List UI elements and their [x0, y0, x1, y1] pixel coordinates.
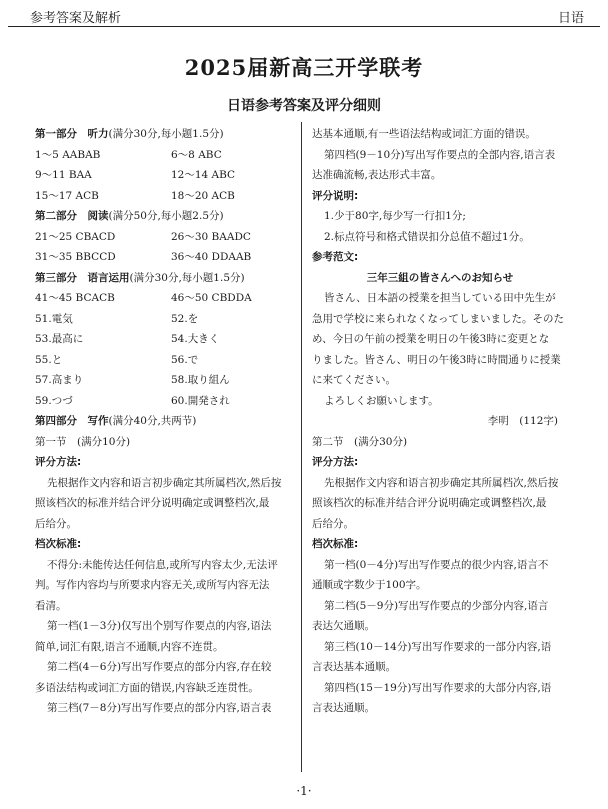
answer-cell: 6～8 ABC [171, 148, 222, 161]
answer-cell: 56.で [171, 353, 199, 366]
text-line: りました。皆さん、明日の午後3時に時間通りに授業 [312, 353, 561, 366]
answer-row [35, 247, 295, 268]
text-line: よろしくお願いします。 [324, 394, 439, 407]
header-right: 日语 [557, 11, 584, 26]
text-line: 1.少于80字,每少写一行扣1分; [324, 210, 466, 222]
page-header [8, 4, 600, 27]
answer-row [35, 329, 295, 350]
page-title: 2025届新高三开学联考 [184, 55, 424, 80]
standard-label: 档次标准: [35, 538, 82, 550]
answer-row [35, 370, 295, 391]
text-line: 第四档(9－10分)写出写作要点的全部内容,语言表 [324, 148, 556, 161]
answer-cell: 21～25 CBACD [35, 230, 116, 243]
text-line: 言表达通顺。 [312, 702, 375, 714]
answer-cell: 53.最高に [35, 333, 84, 345]
text-line: 判。写作内容均与所要求内容无关,或所写内容无法 [35, 579, 270, 591]
part1-heading: 第一部分 听力(满分30分,每小题1.5分) [35, 128, 224, 140]
note-label: 评分说明: [312, 189, 359, 202]
answer-row [35, 350, 295, 371]
text-line: 第三档(7－8分)写出写作要点的部分内容,语言表 [47, 702, 272, 714]
answer-cell: 46～50 CBDDA [171, 292, 252, 304]
text-line: 第二档(5－9分)写出写作要点的少部分内容,语言 [324, 599, 549, 612]
answer-cell: 12～14 ABC [171, 169, 236, 181]
page-number: ·1· [296, 784, 312, 798]
standard-label-2: 档次标准: [312, 538, 359, 550]
method-label: 评分方法: [35, 456, 82, 468]
essay-title: 三年三組の皆さんへのお知らせ [366, 271, 514, 284]
header-left: 参考答案及解析 [30, 11, 122, 26]
text-line: 第一档(0－4分)写出写作要点的很少内容,语言不 [324, 558, 549, 571]
note-text [312, 206, 568, 247]
method-label-2: 评分方法: [312, 456, 359, 468]
text-line: 2.标点符号和格式错误扣分总值不超过1分。 [324, 230, 530, 243]
column-divider [301, 122, 302, 772]
text-line: 照该档次的标准并结合评分说明确定或调整档次,最 [312, 497, 547, 509]
continued-text [312, 124, 568, 186]
text-line: 急用で学校に来られなくなってしまいました。そのた [312, 312, 564, 325]
text-line: め、今日の午前の授業を明日の午後3時に変更とな [312, 333, 550, 345]
left-column [35, 124, 295, 719]
text-line: 通顺或字数少于100字。 [312, 579, 427, 591]
answer-cell: 31～35 BBCCD [35, 251, 116, 263]
text-line: 多语法结构或词汇方面的错误,内容缺乏连贯性。 [35, 681, 259, 694]
text-line: 皆さん、日本語の授業を担当している田中先生が [324, 292, 556, 304]
answer-cell: 26～30 BAADC [171, 230, 251, 243]
text-line: 后给分。 [35, 517, 77, 530]
method-text [35, 473, 295, 535]
text-line: 第四档(15－19分)写出写作要求的大部分内容,语 [324, 681, 552, 694]
sample-label: 参考范文: [312, 251, 359, 263]
answer-row [35, 391, 295, 412]
text-line: 言表达基本通顺。 [312, 661, 396, 673]
answer-row [35, 186, 295, 207]
text-line: 达准确流畅,表达形式丰富。 [312, 169, 442, 181]
text-line: 第二档(4－6分)写出写作要点的部分内容,存在较 [47, 661, 272, 673]
text-line: 先根据作文内容和语言初步确定其所属档次,然后按 [324, 476, 559, 489]
text-line: 简单,词汇有限,语言不通顺,内容不连贯。 [35, 640, 224, 653]
right-column [312, 124, 568, 719]
section2-heading: 第二节 (满分30分) [312, 435, 408, 448]
answer-cell: 18～20 ACB [171, 189, 235, 202]
answer-cell: 52.を [171, 312, 199, 325]
section1-heading: 第一节 (满分10分) [35, 435, 131, 448]
answer-cell: 59.つづ [35, 394, 73, 407]
answer-cell: 57.高まり [35, 374, 84, 386]
part2-answers [35, 227, 295, 268]
text-line: 第三档(10－14分)写出写作要求的一部分内容,语 [324, 640, 552, 653]
method-text-2 [312, 473, 568, 535]
answer-cell: 54.大きく [171, 333, 220, 345]
text-line: 表达欠通顺。 [312, 620, 375, 632]
answer-row [35, 227, 295, 248]
essay-body [312, 288, 568, 411]
page-subtitle: 日语参考答案及评分细则 [227, 98, 381, 114]
answer-cell: 41～45 BCACB [35, 292, 115, 304]
part3-heading: 第三部分 语言运用(满分30分,每小题1.5分) [35, 271, 245, 284]
text-line: 第一档(1－3分)仅写出个别写作要点的内容,语法 [47, 620, 272, 632]
answer-cell: 60.開発され [171, 394, 230, 407]
part4-heading: 第四部分 写作(满分40分,共两节) [35, 415, 197, 427]
text-line: に来てください。 [312, 374, 396, 386]
answer-cell: 51.電気 [35, 312, 73, 325]
answer-row [35, 309, 295, 330]
standard-text [35, 555, 295, 719]
essay-signature: 李明 (112字) [487, 415, 558, 427]
answer-cell: 55.と [35, 353, 63, 366]
answer-row [35, 288, 295, 309]
part2-heading: 第二部分 阅读(满分50分,每小题2.5分) [35, 210, 224, 222]
answer-row [35, 145, 295, 166]
answer-cell: 9～11 BAA [35, 169, 92, 181]
part3-answers [35, 288, 295, 411]
text-line: 照该档次的标准并结合评分说明确定或调整档次,最 [35, 497, 270, 509]
text-line: 后给分。 [312, 517, 354, 530]
standard-text-2 [312, 555, 568, 719]
text-line: 达基本通顺,有一些语法结构或词汇方面的错误。 [312, 128, 536, 140]
part1-answers [35, 145, 295, 207]
text-line: 不得分:未能传达任何信息,或所写内容太少,无法评 [47, 558, 278, 571]
text-line: 看清。 [35, 599, 67, 612]
answer-cell: 1～5 AABAB [35, 148, 101, 161]
answer-cell: 58.取り組ん [171, 374, 230, 386]
answer-cell: 36～40 DDAAB [171, 251, 252, 263]
text-line: 先根据作文内容和语言初步确定其所属档次,然后按 [47, 476, 282, 489]
answer-row [35, 165, 295, 186]
answer-cell: 15～17 ACB [35, 189, 99, 202]
